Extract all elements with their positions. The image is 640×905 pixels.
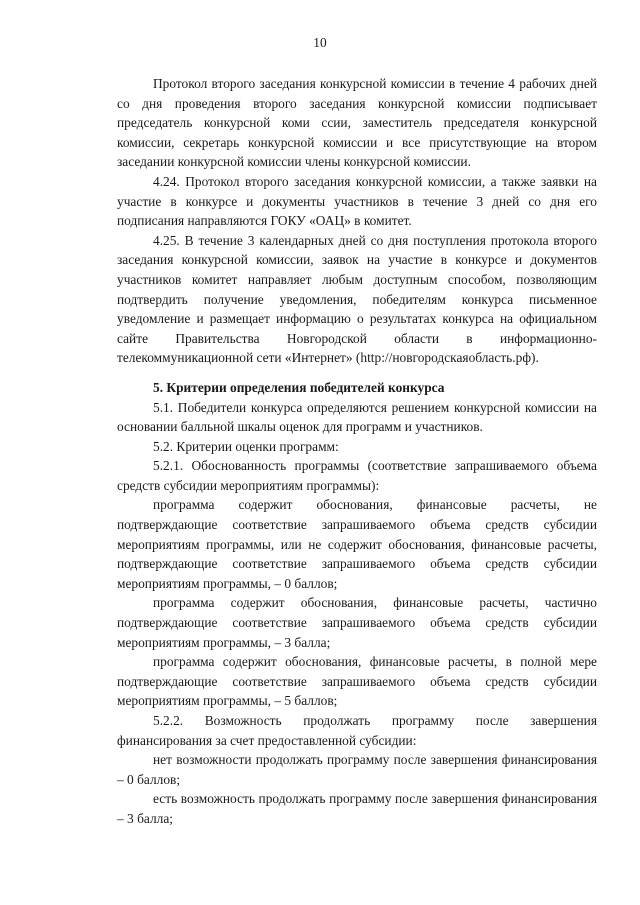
paragraph-5-2: 5.2. Критерии оценки программ: — [153, 438, 339, 454]
page-number: 10 — [313, 35, 327, 50]
criterion-3-points: программа содержит обоснования, финансовые расчеты, частично подтверждающие соответствие запрашиваемого объема средств субсидии мероприятиям программы, – 3 балла; — [117, 595, 597, 650]
paragraph-5-1: 5.1. Победители конкурса определяются решением конкурсной комиссии на основании балльной шкалы оценок для программ и участников. — [117, 399, 597, 435]
paragraph-5-2-2: 5.2.2. Возможность продолжать программу после завершения финансирования за счет предоставленной субсидии: — [117, 713, 597, 748]
criterion-0-points: программа содержит обоснования, финансовые расчеты, не подтверждающие соответствие запрашиваемого объема средств субсидии мероприятиям программы, или не содержит обоснования, финансовые расчеты, подтверждающие соответствие запрашиваемого объема средств субсидии мероприятиям программы, – 0 баллов; — [117, 497, 597, 591]
section-heading-5: 5. Критерии определения победителей конкурса — [153, 379, 445, 395]
document-body — [117, 74, 597, 829]
paragraph-5-2-1: 5.2.1. Обоснованность программы (соответствие запрашиваемого объема средств субсидии мероприятиям программы): — [117, 458, 597, 493]
continuation-3-points: есть возможность продолжать программу после завершения финансирования – 3 балла; — [117, 791, 597, 826]
continuation-0-points: нет возможности продолжать программу после завершения финансирования – 0 баллов; — [117, 752, 597, 787]
paragraph-4-24: 4.24. Протокол второго заседания конкурсной комиссии, а также заявки на участие в конкурсе и документы участников в течение 3 дней со дня его подписания направляются ГОКУ «ОАЦ» в комитет. — [117, 173, 597, 229]
criterion-5-points: программа содержит обоснования, финансовые расчеты, в полной мере подтверждающие соответствие запрашиваемого объема средств субсидии мероприятиям программы, – 5 баллов; — [117, 654, 597, 709]
paragraph-protocol-signing: Протокол второго заседания конкурсной комиссии в течение 4 рабочих дней со дня проведения второго заседания конкурсной комиссии подписывает председатель конкурсной коми ссии, заместитель председателя конкурсной комиссии, секретарь конкурсной комиссии и все присутствующие на втором заседании конкурсной комиссии члены конкурсной комиссии. — [117, 76, 597, 170]
paragraph-4-25: 4.25. В течение 3 календарных дней со дня поступления протокола второго заседания конкурсной комиссии, заявок на участие в конкурсе и документов участников комитет направляет любым доступным способом, позволяющим подтвердить получение уведомления, победителям конкурса письменное уведомление и размещает информацию о результатах конкурса на официальном сайте Правительства Новгородской области в информационно-телекоммуникационной сети «Интернет» (http://новгородскаяобласть.рф). — [117, 232, 597, 366]
